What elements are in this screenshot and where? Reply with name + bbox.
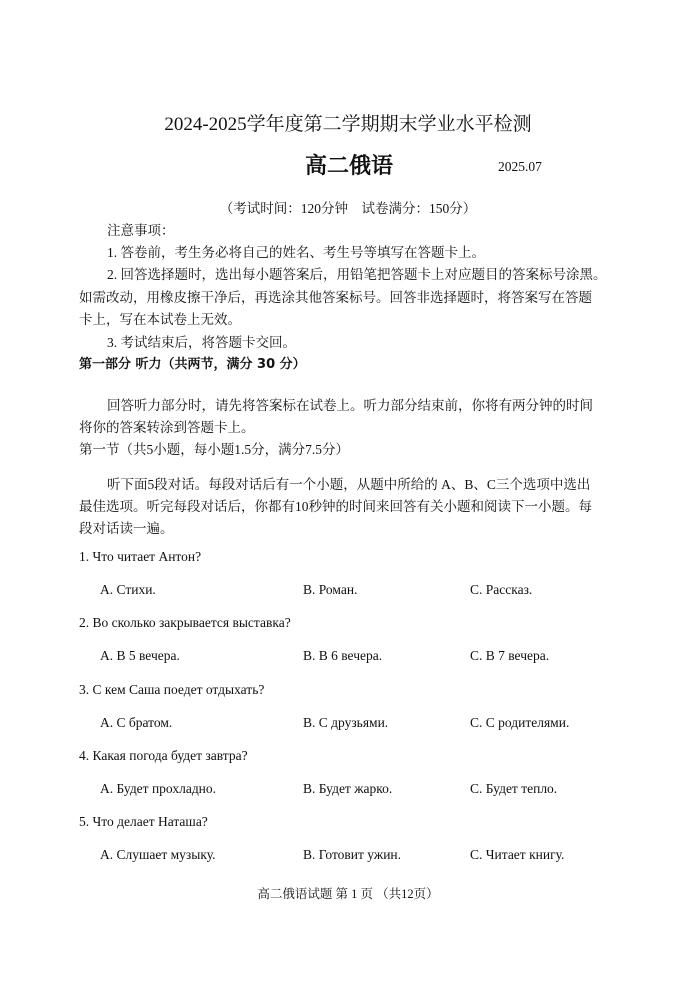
part1-intro-cont: 将你的答案转涂到答题卡上。 bbox=[79, 420, 255, 435]
option-a: A. С братом. bbox=[100, 715, 173, 730]
section1-instructions: 听下面5段对话。每段对话后有一个小题，从题中所给的 A、B、C三个选项中选出 bbox=[107, 477, 591, 492]
notes-heading: 注意事项： bbox=[107, 223, 175, 238]
section1-instructions-cont: 段对话读一遍。 bbox=[79, 521, 174, 536]
option-a: A. В 5 вечера. bbox=[100, 648, 180, 663]
exam-title: 2024-2025学年度第二学期期末学业水平检测 bbox=[164, 114, 532, 135]
option-a: A. Слушает музыку. bbox=[100, 847, 216, 862]
exam-info: （考试时间：120分钟 试卷满分：150分） bbox=[219, 201, 477, 216]
note-item-3: 3. 考试结束后，将答题卡交回。 bbox=[107, 335, 296, 350]
question-text: 2. Во сколько закрывается выставка? bbox=[79, 615, 291, 630]
page-footer: 高二俄语试题 第 1 页 （共12页） bbox=[257, 887, 439, 901]
option-b: B. Готовит ужин. bbox=[303, 847, 402, 862]
part1-intro: 回答听力部分时，请先将答案标在试卷上。听力部分结束前，你将有两分钟的时间 bbox=[107, 398, 593, 413]
question-text: 1. Что читает Антон? bbox=[79, 549, 202, 564]
option-a: A. Будет прохладно. bbox=[100, 781, 217, 796]
option-c: C. Рассказ. bbox=[470, 582, 533, 597]
option-c: C. С родителями. bbox=[470, 715, 570, 730]
exam-date: 2025.07 bbox=[498, 159, 542, 174]
option-c: C. Читает книгу. bbox=[470, 847, 565, 862]
note-item-2-cont: 如需改动，用橡皮擦干净后，再选涂其他答案标号。回答非选择题时，将答案写在答题 bbox=[79, 290, 592, 305]
question-text: 5. Что делает Наташа? bbox=[79, 814, 208, 829]
note-item-2-cont: 卡上，写在本试卷上无效。 bbox=[79, 312, 241, 327]
option-b: B. В 6 вечера. bbox=[303, 648, 383, 663]
question-text: 4. Какая погода будет завтра? bbox=[79, 748, 248, 763]
subject-title: 高二俄语 bbox=[305, 153, 394, 178]
option-b: B. С друзьями. bbox=[303, 715, 389, 730]
option-c: C. Будет тепло. bbox=[470, 781, 558, 796]
question-text: 3. С кем Саша поедет отдыхать? bbox=[79, 682, 265, 697]
note-item-2: 2. 回答选择题时，选出每小题答案后，用铅笔把答题卡上对应题目的答案标号涂黑。 bbox=[107, 267, 607, 282]
section1-heading: 第一节（共5小题，每小题1.5分，满分7.5分） bbox=[79, 442, 349, 457]
part1-heading: 第一部分 听力（共两节，满分 30 分） bbox=[79, 357, 306, 372]
section1-instructions-cont: 最佳选项。听完每段对话后，你都有10秒钟的时间来回答有关小题和阅读下一小题。每 bbox=[79, 499, 592, 514]
option-a: A. Стихи. bbox=[100, 582, 156, 597]
option-c: C. В 7 вечера. bbox=[470, 648, 550, 663]
note-item-1: 1. 答卷前，考生务必将自己的姓名、考生号等填写在答题卡上。 bbox=[107, 245, 485, 260]
option-b: B. Будет жарко. bbox=[303, 781, 393, 796]
option-b: B. Роман. bbox=[303, 582, 358, 597]
